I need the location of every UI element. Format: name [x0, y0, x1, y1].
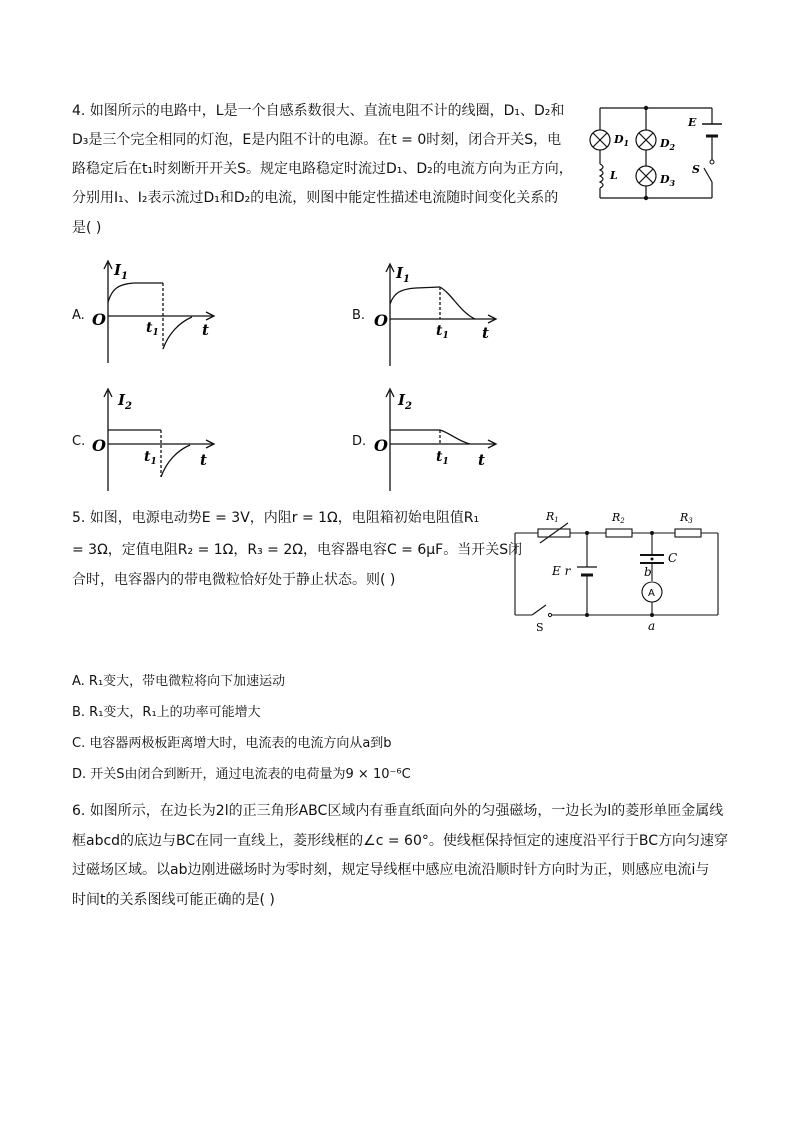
q5-option-c[interactable]: C. 电容器两极板距离增大时，电流表的电流方向从a到b: [72, 736, 392, 751]
s-label: S: [536, 621, 544, 634]
graph-b-ylabel: $I_1$: [396, 264, 410, 285]
r1-label: R1: [546, 510, 559, 524]
q5-line: = 3Ω，定值电阻R₂ = 1Ω，R₃ = 2Ω，电容器电容C = 6μF。当开关S闭: [72, 542, 523, 558]
q4-option-d-letter: D.: [352, 434, 367, 449]
graph-b-origin: O: [374, 311, 388, 330]
graph-c-t: t: [200, 451, 207, 469]
graph-b-t: t: [482, 324, 489, 342]
q6-line: 框abcd的底边与BC在同一直线上，菱形线框的∠c = 60°。使线框保持恒定的速度沿平行于BC方向匀速穿: [72, 833, 729, 849]
r3-label: R3: [680, 511, 693, 525]
graph-a-t: t: [202, 321, 209, 339]
q5-option-b[interactable]: B. R₁变大，R₁上的功率可能增大: [72, 705, 261, 720]
q5-circuit-diagram: [510, 505, 725, 635]
q5-option-a[interactable]: A. R₁变大，带电微粒将向下加速运动: [72, 674, 286, 689]
q4-graph-a: [88, 255, 228, 370]
graph-c-t1: $t_1$: [144, 449, 157, 467]
q4-option-c-letter: C.: [72, 434, 86, 449]
d2-label: $D_2$: [660, 137, 676, 152]
q4-circuit-diagram: [588, 100, 728, 205]
q4-line: 分别用I₁、I₂表示流过D₁和D₂的电流，则图中能定性描述电流随时间变化关系的: [72, 190, 559, 206]
l-label: L: [610, 169, 618, 182]
graph-a-origin: O: [92, 310, 106, 329]
q4-graph-d: [370, 383, 510, 498]
q4-option-a-letter: A.: [72, 308, 85, 323]
graph-d-origin: O: [374, 436, 388, 455]
q4-option-b-letter: B.: [352, 308, 366, 323]
q5-line: 合时，电容器内的带电微粒恰好处于静止状态。则( ): [72, 572, 396, 588]
graph-d-t: t: [478, 451, 485, 469]
r2-label: R2: [612, 511, 625, 525]
q4-line: 4. 如图所示的电路中，L是一个自感系数很大、直流电阻不计的线圈，D₁、D₂和: [72, 103, 565, 119]
graph-a-t1: $t_1$: [146, 320, 159, 338]
q4-line: 是( ): [72, 220, 102, 236]
graph-c-ylabel: $I_2$: [118, 391, 132, 412]
c-label: C: [668, 551, 678, 565]
q6-line: 时间t的关系图线可能正确的是( ): [72, 892, 275, 908]
q4-graph-c: [88, 383, 228, 498]
q5-option-d[interactable]: D. 开关S由闭合到断开，通过电流表的电荷量为9 × 10⁻⁶C: [72, 767, 411, 782]
ammeter-label: A: [648, 588, 655, 599]
graph-d-t1: $t_1$: [436, 449, 449, 467]
graph-b-t1: $t_1$: [436, 323, 449, 341]
s-label: S: [692, 163, 700, 176]
q4-graph-b: [370, 258, 510, 373]
er-label: E r: [552, 564, 571, 578]
a-label: a: [648, 619, 656, 633]
b-label: b: [644, 565, 652, 579]
e-label: E: [688, 116, 697, 129]
q6-line: 6. 如图所示，在边长为2l的正三角形ABC区域内有垂直纸面向外的匀强磁场，一边长为l的菱形单匝金属线: [72, 803, 724, 819]
q4-line: 路稳定后在t₁时刻断开开关S。规定电路稳定时流过D₁、D₂的电流方向为正方向，: [72, 161, 573, 177]
graph-a-ylabel: $I_1$: [114, 261, 128, 282]
q5-line: 5. 如图，电源电动势E = 3V，内阻r = 1Ω，电阻箱初始电阻值R₁: [72, 510, 480, 526]
q4-line: D₃是三个完全相同的灯泡，E是内阻不计的电源。在t = 0时刻，闭合开关S，电: [72, 132, 562, 148]
q6-line: 过磁场区域。以ab边刚进磁场时为零时刻，规定导线框中感应电流沿顺时针方向时为正，则感应电流i与: [72, 862, 710, 878]
graph-d-ylabel: $I_2$: [398, 391, 412, 412]
d3-label: $D_3$: [660, 173, 676, 188]
d1-label: $D_1$: [614, 133, 630, 148]
graph-c-origin: O: [92, 436, 106, 455]
